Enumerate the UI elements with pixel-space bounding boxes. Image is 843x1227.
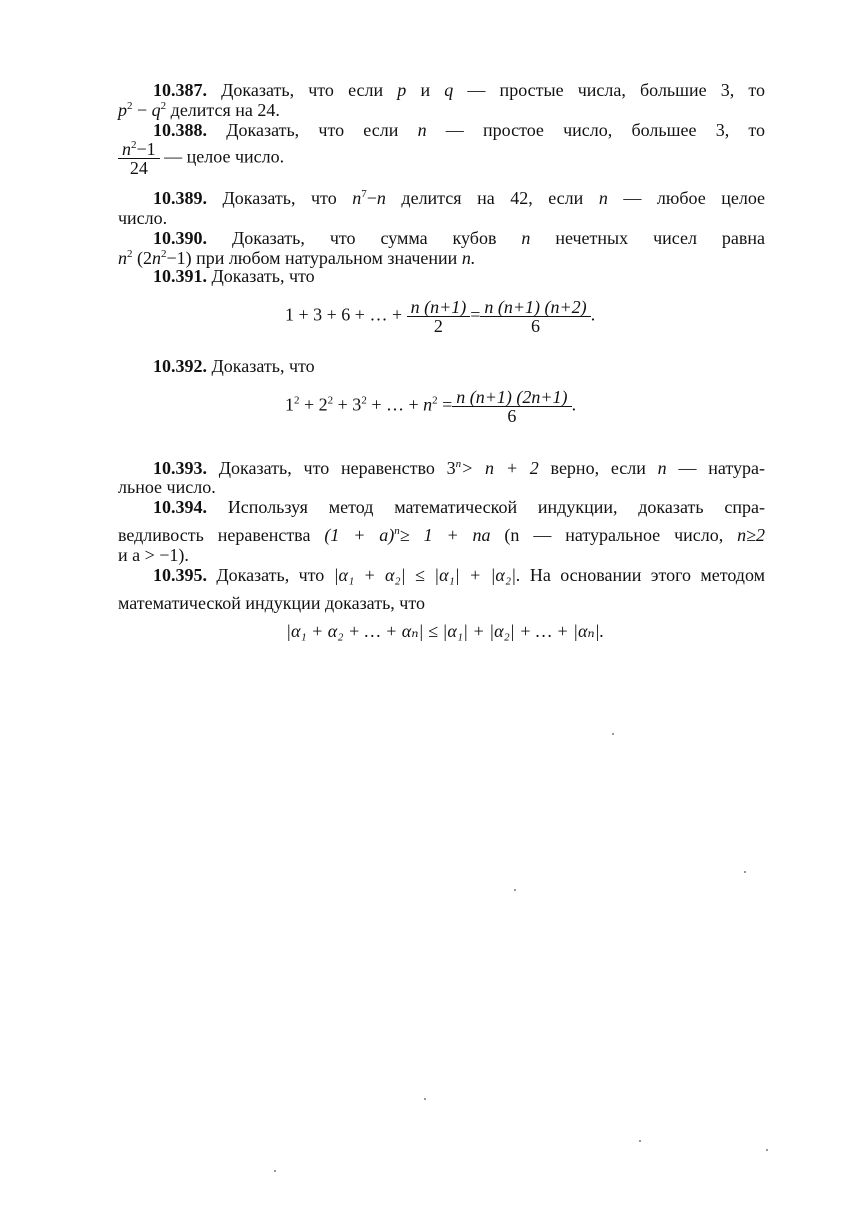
problem-number: 10.391.: [153, 266, 207, 286]
problem-number: 10.387.: [153, 80, 207, 100]
problem-number: 10.389.: [153, 188, 207, 208]
problem-number: 10.393.: [153, 458, 207, 478]
problem-391-line1: 10.391. Доказать, что: [153, 266, 315, 286]
problem-393-line1: 10.393. Доказать, что неравенство $3^n> n + 2$ верно, если n — натура-: [153, 458, 766, 478]
problem-394-line3: и a > −1).: [118, 545, 189, 565]
problem-394-line2: ведливость неравенства $(1 + a)^n\ge 1$ + na (n — натуральное число, n≥2: [118, 525, 766, 545]
problem-number: 10.395.: [153, 565, 207, 585]
scan-speck: [424, 1098, 426, 1100]
problem-number: 10.388.: [153, 120, 207, 140]
problem-394-line1: 10.394. Используя метод математической индукции, доказать спра-: [153, 497, 766, 517]
formula-392: $1^2 + 2^2 + 3^2$ + … + $n^2$ = $\frac{n (n+1) (2n+1)}{6}$ .: [285, 387, 577, 426]
problem-395-line2: математической индукции доказать, что: [118, 593, 425, 613]
fraction: $\frac{n (n+1) (n+2)}{6}$: [480, 298, 590, 335]
fraction: $\frac{n (n+1) (2n+1)}{6}$: [452, 388, 571, 425]
problem-388-line1: 10.388. Доказать, что если n — простое число, большее 3, то: [153, 120, 766, 140]
problem-388-fraction-line: $\frac{n^2-1}{24}$ — целое число.: [118, 140, 765, 177]
problem-389-line2: число.: [118, 208, 168, 228]
problem-389-line1: 10.389. Доказать, что $n^7-n$ делится на 42, если n — любое целое: [153, 188, 766, 208]
problem-393-line2: льное число.: [118, 477, 216, 497]
problem-390-line1: 10.390. Доказать, что сумма кубов n нечетных чисел равна: [153, 228, 765, 248]
problem-number: 10.394.: [153, 497, 207, 517]
formula-391: 1 + 3 + 6 + … + $\frac{n (n+1)}{2}$ = $\frac{n (n+1) (n+2)}{6}$ .: [285, 297, 596, 336]
problem-392-line1: 10.392. Доказать, что: [153, 356, 315, 376]
scan-speck: [766, 1149, 768, 1151]
problem-number: 10.392.: [153, 356, 207, 376]
problem-387-line1: 10.387. Доказать, что если p и q — простые числа, большие 3, то: [153, 80, 766, 100]
problem-395-line1: 10.395. Доказать, что |α₁ + α₂| ≤ |α₁| + |α₂|. На основании этого методом: [153, 565, 766, 585]
scan-speck: [612, 733, 614, 735]
fraction: $\frac{n^2-1}{24}$: [118, 140, 160, 177]
problem-number: 10.390.: [153, 228, 207, 248]
problem-387-line2: $p^2 - q^2$ делится на 24.: [118, 100, 280, 120]
formula-395: |α₁ + α₂ + … + αₙ| ≤ |α₁| + |α₂| + … + |αₙ|.: [286, 621, 605, 641]
scan-speck: [744, 871, 746, 873]
scan-speck: [639, 1140, 641, 1142]
scan-speck: [514, 889, 516, 891]
problem-390-line2: $n^2$ $(2n^2-1)$ при любом натуральном значении n.: [118, 248, 476, 268]
scan-speck: [274, 1170, 276, 1172]
fraction: $\frac{n (n+1)}{2}$: [407, 298, 471, 335]
